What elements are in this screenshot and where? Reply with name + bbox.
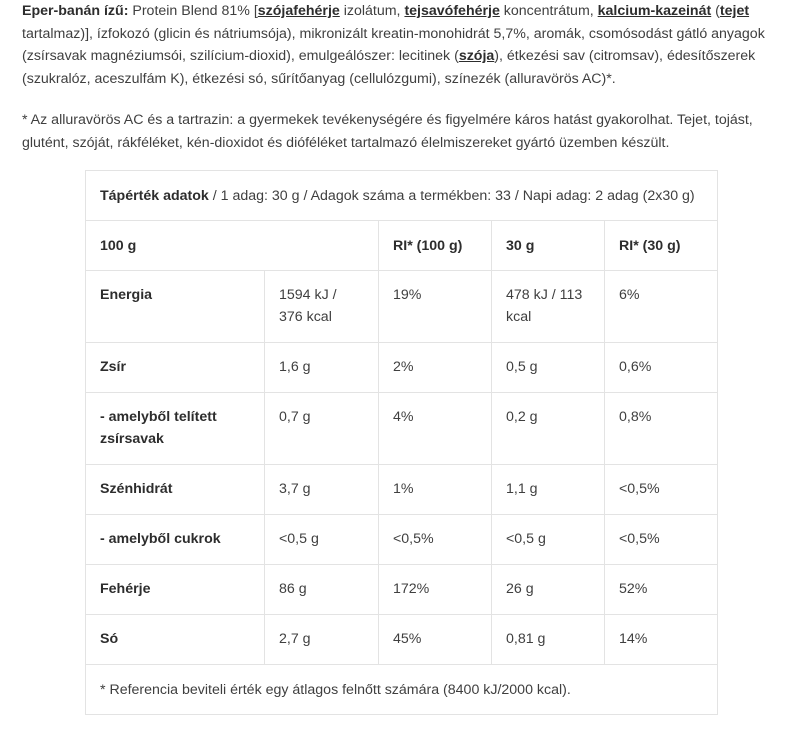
table-title: Tápérték adatok [100,187,209,204]
ri-100g: 2% [379,343,492,393]
table-row [86,271,718,343]
ri-100g: 19% [379,271,492,343]
allergen-soy: szója [458,48,495,64]
ingredients-text: izolátum, [339,3,405,19]
header-100g [86,221,379,271]
value-100g: <0,5 g [265,515,379,565]
value-100g: 86 g [265,565,379,615]
ri-100g: 45% [379,615,492,665]
value-100g: 3,7 g [265,465,379,515]
header-30g [492,221,605,271]
value-100g: 1,6 g [265,343,379,393]
header-ri-100g [379,221,492,271]
table-row [86,515,718,565]
allergen-warning: * Az alluravörös AC és a tartrazin: a gyermekek tevékenységére és figyelmére káros hatást gyakorolhat. Tejet, tojást, glutént, szóját, rákféléket, kén-dioxidot és dióféléket tartalmazó élelmiszereket gyártó üzemben készült. [22,112,753,151]
ri-30g: <0,5% [605,515,718,565]
table-row [86,393,718,465]
nutrition-table [85,170,718,715]
value-30g: 0,5 g [492,343,605,393]
allergen-casein: kalcium-kazeinát [597,3,712,19]
allergen-soy-protein: szójafehérje [257,3,340,19]
allergen-whey-protein: tejsavófehérje [404,3,500,19]
ingredients-paragraph [22,0,792,90]
value-100g: 2,7 g [265,615,379,665]
value-30g: 0,81 g [492,615,605,665]
ingredients-text: ( [711,3,720,19]
value-30g: <0,5 g [492,515,605,565]
ri-100g: <0,5% [379,515,492,565]
table-row [86,565,718,615]
ri-100g: 4% [379,393,492,465]
ingredients-text: Protein Blend 81% [ [128,3,258,19]
ri-30g: 0,6% [605,343,718,393]
table-row [86,615,718,665]
ri-30g: 0,8% [605,393,718,465]
ri-30g: 14% [605,615,718,665]
row-label: Zsír [86,343,265,393]
value-100g: 1594 kJ / 376 kcal [265,271,379,343]
ri-30g: 6% [605,271,718,343]
header-ri-30g [605,221,718,271]
row-label: Só [86,615,265,665]
ri-30g: <0,5% [605,465,718,515]
ingredients-text: tartalmaz)], ízfokozó (glicin és nátriumsója), mikronizált kreatin-monohidrát 5,7%, aromák, csomósodást gátló anyagok (zsírsavak magnéziumsói, szilícium-dioxid), emulgeálószer: lecitinek ( [22,25,765,64]
table-title-cell [86,171,718,221]
header-label: 100 g [100,237,137,254]
allergen-milk: tejet [719,3,750,19]
value-30g: 1,1 g [492,465,605,515]
table-footnote: * Referencia beviteli érték egy átlagos felnőtt számára (8400 kJ/2000 kcal). [86,665,718,715]
table-title-row [86,171,718,221]
ri-30g: 52% [605,565,718,615]
ri-100g: 1% [379,465,492,515]
header-label: RI* (30 g) [619,237,681,254]
table-footnote-row [86,665,718,715]
ingredients-text: koncentrátum, [499,3,598,19]
header-label: 30 g [506,237,535,254]
row-label: Energia [86,271,265,343]
flavor-label: Eper-banán ízű: [22,3,129,19]
value-30g: 478 kJ / 113 kcal [492,271,605,343]
header-label: RI* (100 g) [393,237,463,254]
ingredients-text: ), étkezési sav (citromsav), édesítőszerek (szukralóz, aceszulfám K), étkezési só, sűrítőanyag (cellulózgumi), színezék (alluravörös AC)*. [22,48,756,87]
table-header-row [86,221,718,271]
row-label: - amelyből telített zsírsavak [86,393,265,465]
row-label: Szénhidrát [86,465,265,515]
value-30g: 26 g [492,565,605,615]
table-row [86,465,718,515]
row-label: Fehérje [86,565,265,615]
value-100g: 0,7 g [265,393,379,465]
table-row [86,343,718,393]
value-30g: 0,2 g [492,393,605,465]
table-title-info: / 1 adag: 30 g / Adagok száma a termékben: 33 / Napi adag: 2 adag (2x30 g) [208,187,695,204]
ri-100g: 172% [379,565,492,615]
row-label: - amelyből cukrok [86,515,265,565]
